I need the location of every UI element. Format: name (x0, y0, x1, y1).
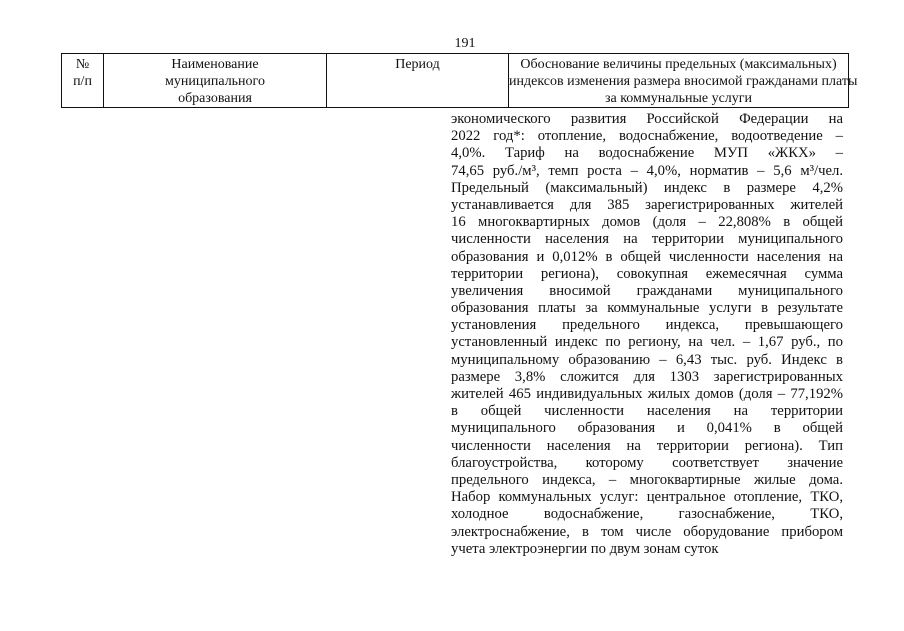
header-text: муниципального (165, 74, 265, 89)
header-text: Наименование (171, 57, 259, 72)
text-line: 74,65 руб./м³, темп роста – 4,0%, норматив – 5,6 м³/чел. (451, 162, 843, 179)
text-line: увеличения вносимой гражданами муниципального (451, 282, 843, 299)
header-cell-municipality (104, 54, 327, 107)
text-line: численности населения на территории региона). Тип (451, 437, 843, 454)
text-line: 4,0%. Тариф на водоснабжение МУП «ЖКХ» – (451, 145, 843, 162)
page-number: 191 (454, 36, 476, 51)
header-text: № (75, 57, 90, 72)
text-line: размере 3,8% сложится для 1303 зарегистрированных (451, 368, 843, 385)
text-line: 2022 год*: отопление, водоснабжение, водоотведение – (451, 128, 843, 145)
text-line: благоустройства, которому соответствует значение (451, 454, 843, 471)
header-text: Период (395, 57, 440, 72)
text-line: численности населения на территории муниципального (451, 231, 843, 248)
header-cell-number (62, 54, 104, 107)
text-line: учета электроэнергии по двум зонам суток (451, 540, 719, 557)
text-line: Набор коммунальных услуг: центральное отопление, ТКО, (451, 489, 843, 506)
text-line: холодное водоснабжение, газоснабжение, ТКО, (451, 506, 843, 523)
text-line: образования и 0,012% в общей численности населения на (451, 248, 843, 265)
table-header (61, 53, 858, 108)
header-text: индексов изменения размера вносимой гражданами платы (509, 74, 858, 89)
text-line: электроснабжение, в том числе оборудование прибором (451, 523, 843, 540)
header-text: Обоснование величины предельных (максимальных) (520, 57, 837, 72)
text-line: 16 многоквартирных домов (доля – 22,808% в общей (451, 214, 843, 231)
text-line: Предельный (максимальный) индекс в размере 4,2% (451, 179, 843, 196)
text-line: муниципального образования и 0,041% в общей (451, 420, 843, 437)
text-line: муниципальному образованию – 6,43 тыс. руб. Индекс в (451, 351, 843, 368)
text-line: экономического развития Российской Федерации на (451, 111, 843, 127)
justification-text (451, 111, 843, 558)
text-line: образования платы за коммунальные услуги в результате (451, 300, 843, 317)
text-line: предельного индекса, – многоквартирные жилые дома. (451, 471, 843, 488)
header-text: образования (178, 91, 252, 106)
header-text: п/п (73, 74, 92, 89)
header-text: за коммунальные услуги (604, 91, 753, 106)
text-line: территории региона), совокупная ежемесячная сумма (451, 265, 843, 282)
text-line: установленный индекс по региону, на чел. – 1,67 руб., по (451, 334, 843, 351)
text-line: установления предельного индекса, превышающего (451, 317, 843, 334)
text-line: устанавливается для 385 зарегистрированных жителей (451, 196, 843, 213)
header-cell-period (327, 54, 509, 107)
text-line: жителей 465 индивидуальных жилых домов (доля – 77,192% (451, 386, 843, 402)
text-line: в общей численности населения на территории (451, 403, 843, 420)
header-cell-justification (509, 54, 858, 107)
